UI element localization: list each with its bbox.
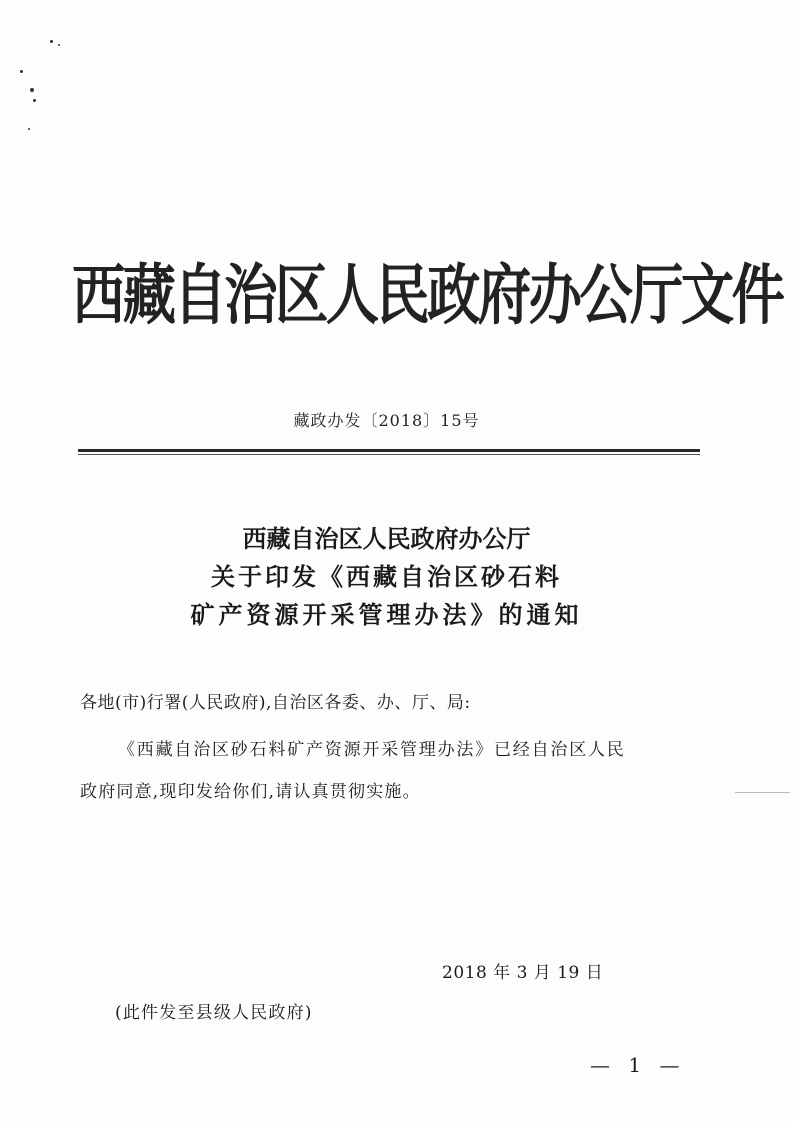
notice-title — [0, 520, 773, 634]
body-paragraph-line-2: 政府同意,现印发给你们,请认真贯彻实施。 — [80, 782, 421, 802]
scan-speck — [50, 40, 53, 43]
scan-speck — [58, 44, 60, 46]
issue-date: 2018 年 3 月 19 日 — [442, 963, 604, 983]
document-number: 藏政办发〔2018〕15号 — [293, 411, 480, 430]
scan-speck — [20, 70, 23, 73]
body-paragraph-line-1: 《西藏自治区砂石料矿产资源开采管理办法》已经自治区人民 — [118, 740, 626, 760]
distribution-note: (此件发至县级人民政府) — [115, 1003, 313, 1023]
title-line-2: 关于印发《西藏自治区砂石料 — [211, 562, 562, 591]
scan-speck — [33, 99, 36, 102]
scan-speck — [28, 128, 30, 130]
page-number: — 1 — — [590, 1053, 686, 1077]
margin-mark — [735, 792, 790, 793]
scan-speck — [30, 88, 34, 92]
header-divider-thin — [78, 454, 700, 455]
header-divider — [78, 449, 700, 452]
title-line-3: 矿产资源开采管理办法》的通知 — [190, 600, 583, 629]
title-line-1: 西藏自治区人民政府办公厅 — [242, 524, 531, 553]
salutation: 各地(市)行署(人民政府),自治区各委、办、厅、局: — [80, 693, 471, 713]
issuer-header-title: 西藏自治区人民政府办公厅文件 — [72, 256, 783, 334]
